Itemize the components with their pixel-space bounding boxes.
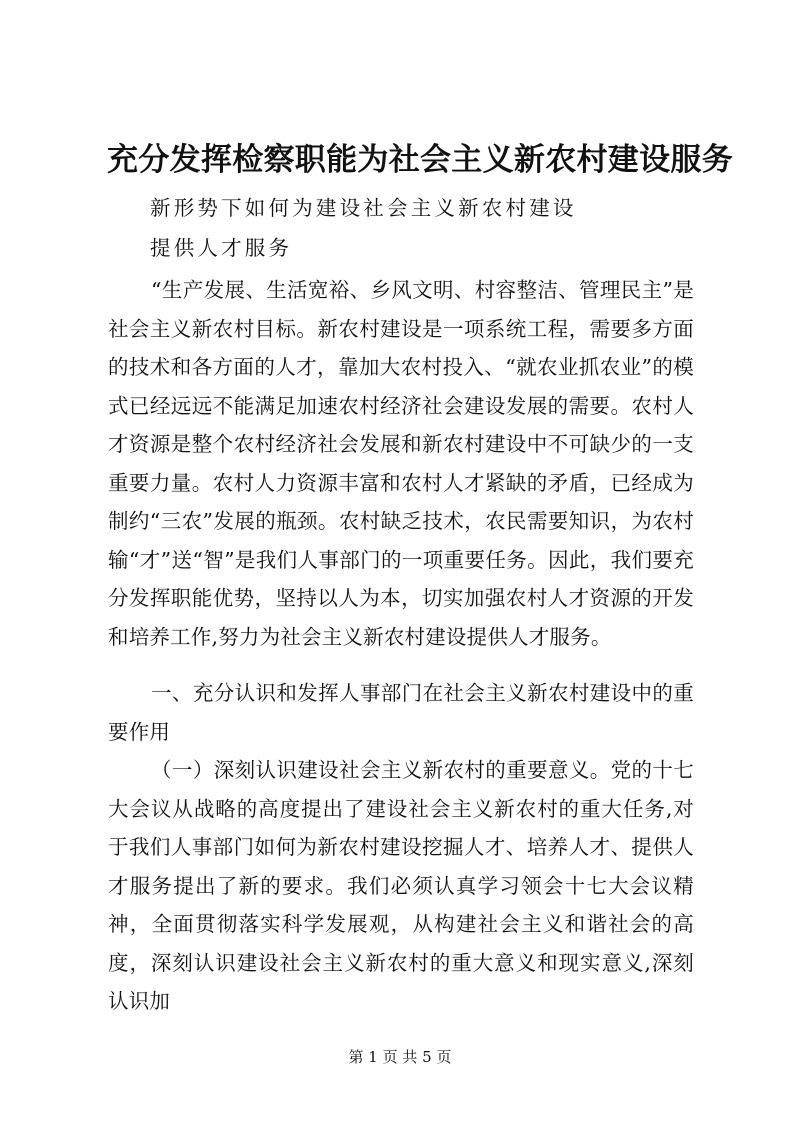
page-footer: 第 1 页 共 5 页	[348, 1048, 452, 1066]
subtitle-line-1: 新形势下如何为建设社会主义新农村建设	[150, 196, 577, 220]
subtitle-line-2: 提供人才服务	[150, 236, 293, 260]
section-heading-1: 一、充分认识和发挥人事部门在社会主义新农村建设中的重要作用	[108, 681, 694, 744]
paragraph-subsection-1: （一）深刻认识建设社会主义新农村的重要意义。党的十七大会议从战略的高度提出了建设社会主义新农村的重大任务,对于我们人事部门如何为新农村建设挖掘人才、培养人才、提供人才服务提出了新的要求。我们必须认真学习领会十七大会议精神，全面贯彻落实科学发展观，从构建社会主义和谐社会的高度，深刻认识建设社会主义新农村的重大意义和现实意义,深刻认识加	[108, 758, 694, 1013]
paragraph-intro: “生产发展、生活宽裕、乡风文明、村容整洁、管理民主”是社会主义新农村目标。新农村建设是一项系统工程，需要多方面的技术和各方面的人才，靠加大农村投入、“就农业抓农业”的模式已经远远不能满足加速农村经济社会建设发展的需要。农村人才资源是整个农村经济社会发展和新农村建设中不可缺少的一支重要力量。农村人力资源丰富和农村人才紧缺的矛盾，已经成为制约“三农”发展的瓶颈。农村缺乏技术，农民需要知识，为农村输“才”送“智”是我们人事部门的一项重要任务。因此，我们要充分发挥职能优势，坚持以人为本，切实加强农村人才资源的开发和培养工作,努力为社会主义新农村建设提供人才服务。	[108, 278, 694, 649]
document-title: 充分发挥检察职能为社会主义新农村建设服务	[107, 142, 733, 178]
